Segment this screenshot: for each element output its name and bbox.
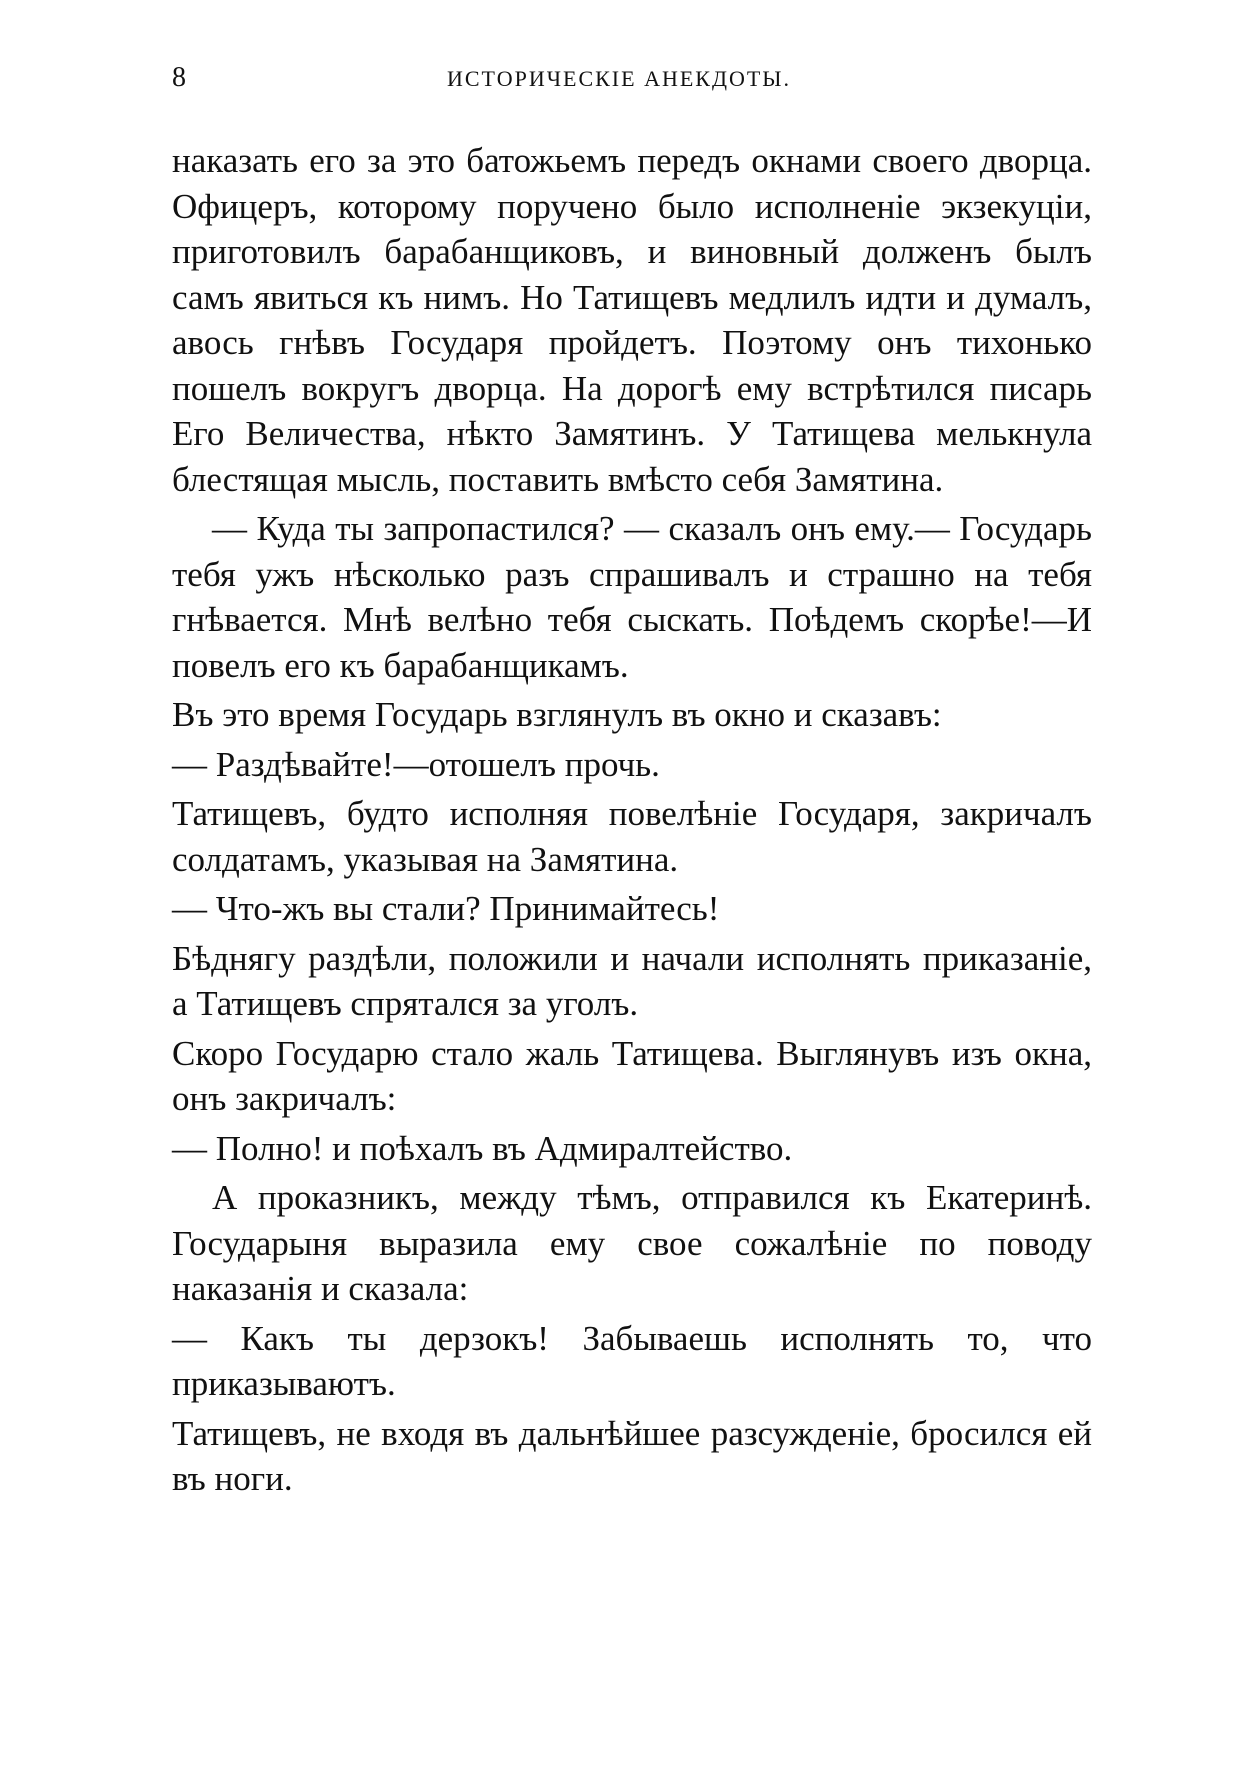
paragraph: А проказникъ, между тѣмъ, отправился къ Екатеринѣ. Государыня выразила ему свое сожалѣнiе по поводу наказанiя и сказала:: [172, 1178, 1092, 1308]
paragraph: наказать его за это батожьемъ передъ окнами своего дворца. Офицеръ, которому поручено было исполненiе экзекуцiи, приготовилъ барабанщиковъ, и виновный долженъ былъ самъ явиться къ нимъ. Но Татищевъ медлилъ идти и думалъ, авось гнѣвъ Государя пройдетъ. Поэтому онъ тихонько пошелъ вокругъ дворца. На дорогѣ ему встрѣтился писарь Его Величества, нѣкто Замятинъ. У Татищева мелькнула блестящая мысль, поставить вмѣсто себя Замятина.: [172, 141, 1092, 499]
paragraph: Скоро Государю стало жаль Татищева. Выглянувъ изъ окна, онъ закричалъ:: [172, 1033, 1092, 1118]
page-header: [172, 62, 1092, 102]
paragraph: Бѣднягу раздѣли, положили и начали исполнять приказанiе, а Татищевъ спрятался за уголъ.: [172, 938, 1092, 1023]
paragraph: — Что-жъ вы стали? Принимайтесь!: [172, 889, 720, 928]
paragraph: — Раздѣвайте!—отошелъ прочь.: [172, 744, 660, 784]
paragraph: Татищевъ, будто исполняя повелѣнiе Государя, закричалъ солдатамъ, указывая на Замятина.: [172, 794, 1092, 879]
paragraph: — Куда ты запропастился? — сказалъ онъ ему.— Государь тебя ужъ нѣсколько разъ спрашивалъ и страшно на тебя гнѣвается. Мнѣ велѣно тебя сыскать. Поѣдемъ скорѣе!—И повелъ его къ барабанщикамъ.: [172, 509, 1092, 685]
paragraph: — Полно! и поѣхалъ въ Адмиралтейство.: [172, 1128, 793, 1168]
page-text: [172, 138, 1092, 1502]
paragraph: — Какъ ты дерзокъ! Забываешь исполнять то, что приказываютъ.: [172, 1318, 1092, 1403]
paragraph: Въ это время Государь взглянулъ въ окно и сказавъ:: [172, 695, 942, 734]
paragraph: Татищевъ, не входя въ дальнѣйшее разсужденiе, бросился ей въ ноги.: [172, 1413, 1092, 1498]
running-title: ИСТОРИЧЕСКIЕ АНЕКДОТЫ.: [447, 66, 791, 91]
page-number: 8: [172, 62, 186, 93]
